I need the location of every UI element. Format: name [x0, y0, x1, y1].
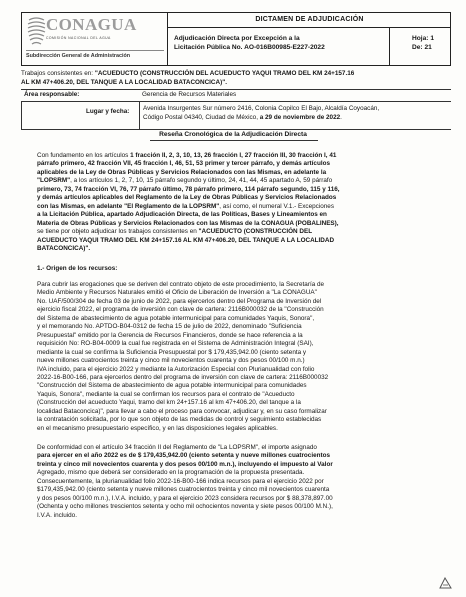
adjudication-line-2: Licitación Pública No. AO-016B00985-E227-2022 [174, 44, 325, 51]
origin-line: del Sistema de abastecimiento de agua potable intermunicipal para comunidades Yaquis, Sonora", [37, 314, 315, 322]
origin-line: mediante la cual se confirma la Suficiencia Presupuestal por $ 179,435,942.00 (ciento setenta y [37, 348, 307, 356]
origin-paragraph [37, 281, 443, 433]
origin-line: Medio Ambiente y Recursos Naturales emitió el Oficio de Liberación de Inversión a "La CONAGUA" [37, 289, 317, 297]
works-line-1: Trabajos consistentes en: "ACUEDUCTO (CONSTRUCCIÓN DEL ACUEDUCTO YAQUI TRAMO DEL KM 24+157.16 [21, 70, 355, 77]
intro-line: BATACONCICA)". [37, 244, 91, 252]
divider [21, 101, 451, 102]
divider [21, 129, 451, 130]
origin-line: No. UAF/500/304 de fecha 03 de junio de 2022, para ejercerlos dentro del Programa de Inversión del [37, 297, 322, 305]
intro-line: primero, 73, 74 fracción VI, 76, 77 párrafo último, 78 párrafo primero, 114 párrafo segundo, 115 y 116, [37, 185, 340, 193]
intro-line: se tiene por objeto adjudicar los trabajos consistentes en "ACUEDUCTO (CONSTRUCCIÓN DEL [37, 228, 313, 236]
conformity-line: (Ochenta y ocho millones trescientos setenta y ocho mil ochocientos noventa y siete pesos 00/100 M.N.), [37, 503, 333, 511]
origin-line: (Construcción del acueducto Yaqui, tramo del km 24+157.16 al km 47+406.20, del tanque a la [37, 399, 301, 407]
conformity-line: y dos pesos 00/100 m.n.), I.V.A. incluido, y para el ejercicio 2023 considera recursos por $ 88,378,897.00 [37, 494, 333, 502]
conformity-line: para ejercer en el año 2022 es de $ 179,435,942.00 (ciento setenta y nueve millones cuatrocientos [37, 452, 331, 460]
origin-line: ejercicio fiscal 2022, el programa de inversión con clave de cartera: 2116B000032 de la "Construcción [37, 306, 324, 314]
adjudication-line-1: Adjudicación Directa por Excepción a la [174, 35, 300, 42]
origin-line: 2022-16-B00-166, para ejercerlos dentro del programa de inversión con clave de cartera: 2116B000032 [37, 373, 329, 381]
adjudication-reference [168, 28, 390, 66]
intro-line: párrafo primero, 42 fracción VII, 45 fracción I, 46, 51, 53 primer y tercer párrafo, y demás artículos [37, 160, 330, 168]
header-table [21, 12, 451, 66]
origin-line: nueve millones cuatrocientos treinta y cinco mil novecientos cuarenta y dos pesos 00/100 m.n.) [37, 357, 305, 365]
origin-line: IVA incluido, para el ejercicio 2022 y mediante la Autorización Especial con Plurianualidad con folio [37, 365, 315, 373]
logo-subtitle: COMISIÓN NACIONAL DEL AGUA [46, 36, 111, 40]
section-1-title: 1.- Origen de los recursos: [37, 265, 118, 272]
department-name: Subdirección General de Administración [26, 53, 131, 59]
conformity-line: Agregado, mismo que deberá ser considerado en la programación de la propuesta presentada. [37, 469, 305, 477]
intro-paragraph [37, 152, 443, 253]
place-line-2: Código Postal 04340, Ciudad de México, a 29 de noviembre de 2022. [143, 114, 342, 121]
sheet-total: De: 21 [412, 44, 432, 51]
intro-line: "LOPSRM", a los artículos 1, 2, 7, 10, 15 párrafo segundo y último, 24, 41, 44, 45 apartado A, 59 párrafo [37, 177, 333, 185]
origin-line: Para cubrir las erogaciones que se deriven del contrato objeto de este procedimiento, la Secretaría de [37, 281, 325, 288]
intro-line: Materia de Obras Públicas y Servicios Relacionados con las Mismas de la CONAGUA (POBALINES), [37, 219, 339, 227]
intro-line: a la Licitación Pública, apartado Adjudicación Directa, de las Políticas, Bases y Lineamientos en [37, 211, 327, 219]
conformity-line: De conformidad con el artículo 34 fracción II del Reglamento de "La LOPSRM", el importe asignado [37, 444, 317, 451]
origin-line: y el memorando No. APTDO-B04-0312 de fecha 15 de julio de 2022, denominado "Suficiencia [37, 323, 302, 331]
conagua-logo-icon [26, 16, 46, 46]
origin-line: requisición No: RO-B04-0009 la cual fue registrada en el Sistema de Administración Integral (SAI), [37, 340, 314, 348]
sheet-counter [390, 28, 451, 66]
logo-wordmark: CONAGUA [46, 15, 137, 34]
origin-line: la contratación solicitada, por lo que son objeto de las medidas de control y seguimiento establecidas [37, 416, 322, 424]
works-line-2: AL KM 47+406.20, DEL TANQUE A LA LOCALIDAD BATACONCICA)". [21, 79, 227, 86]
conformity-line: I.V.A. incluido. [37, 511, 77, 519]
conformity-paragraph [37, 444, 443, 520]
intro-line: aplicables de la Ley de Obras Públicas y Servicios Relacionados con las Mismas, en adelante la [37, 168, 327, 176]
page-corner-mark-icon [439, 577, 452, 589]
intro-line: ACUEDUCTO YAQUI TRAMO DEL KM 24+157.16 AL KM 47+406.20, DEL TANQUE A LA LOCALIDAD [37, 236, 335, 244]
intro-line: con las Mismas, en adelante "El Reglamento de la LOPSRM", así como, el numeral V.1.- Excepciones [37, 202, 334, 210]
place-line-1: Avenida Insurgentes Sur número 2416, Colonia Copilco El Bajo, Alcaldía Coyoacán, [143, 105, 380, 112]
document-title: DICTAMEN DE ADJUDICACIÓN [168, 13, 451, 28]
conformity-line: $179,435,942.00 (ciento setenta y nueve millones cuatrocientos treinta y cinco mil novecientos cuarenta [37, 486, 330, 494]
heading-underline [150, 140, 318, 141]
area-value: Gerencia de Recursos Materiales [142, 91, 237, 98]
conformity-line: treinta y cinco mil novecientos cuarenta y dos pesos 00/100 m.n.), incluyendo el impuesto al Valor [37, 460, 333, 468]
origin-line: "Construcción del Sistema de abastecimiento de agua potable intermunicipal para comunidades [37, 382, 307, 390]
sheet-number: Hoja: 1 [412, 35, 434, 42]
divider [21, 101, 22, 129]
logo-block [22, 13, 168, 66]
place-label: Lugar y fecha: [86, 108, 130, 115]
origin-line: Yaquis, Sonora", mediante la cual se confirman los recursos para el contrato de "Acueducto [37, 390, 295, 398]
origin-line: localidad Bataconcica)", para llevar a cabo el proceso para convocar, adjudicar y, en su caso formalizar [37, 407, 327, 415]
intro-line: Con fundamento en los artículos 1 fracción II, 2, 3, 10, 13, 26 fracción I, 27 fracción III, 30 fracción I, 41 [37, 152, 337, 159]
divider [139, 101, 140, 129]
origin-line: Presupuestal" emitido por la Gerencia de Recursos Financieros, donde se hace referencia a la [37, 331, 303, 339]
intro-line: y demás artículos aplicables del Reglamento de la Ley de Obras Públicas y Servicios Relacionados [37, 194, 337, 202]
divider [21, 89, 451, 90]
logo-divider [26, 50, 164, 51]
section-heading: Reseña Cronológica de la Adjudicación Directa [159, 131, 307, 138]
origin-line: en el mecanismo presupuestario específico, y en las disposiciones legales aplicables. [37, 424, 278, 432]
conformity-line: Consecuentemente, la plurianualidad folio 2022-16-B00-166 indica recursos para el ejercicio 2022 por [37, 477, 324, 485]
area-label: Área responsable: [24, 91, 80, 98]
